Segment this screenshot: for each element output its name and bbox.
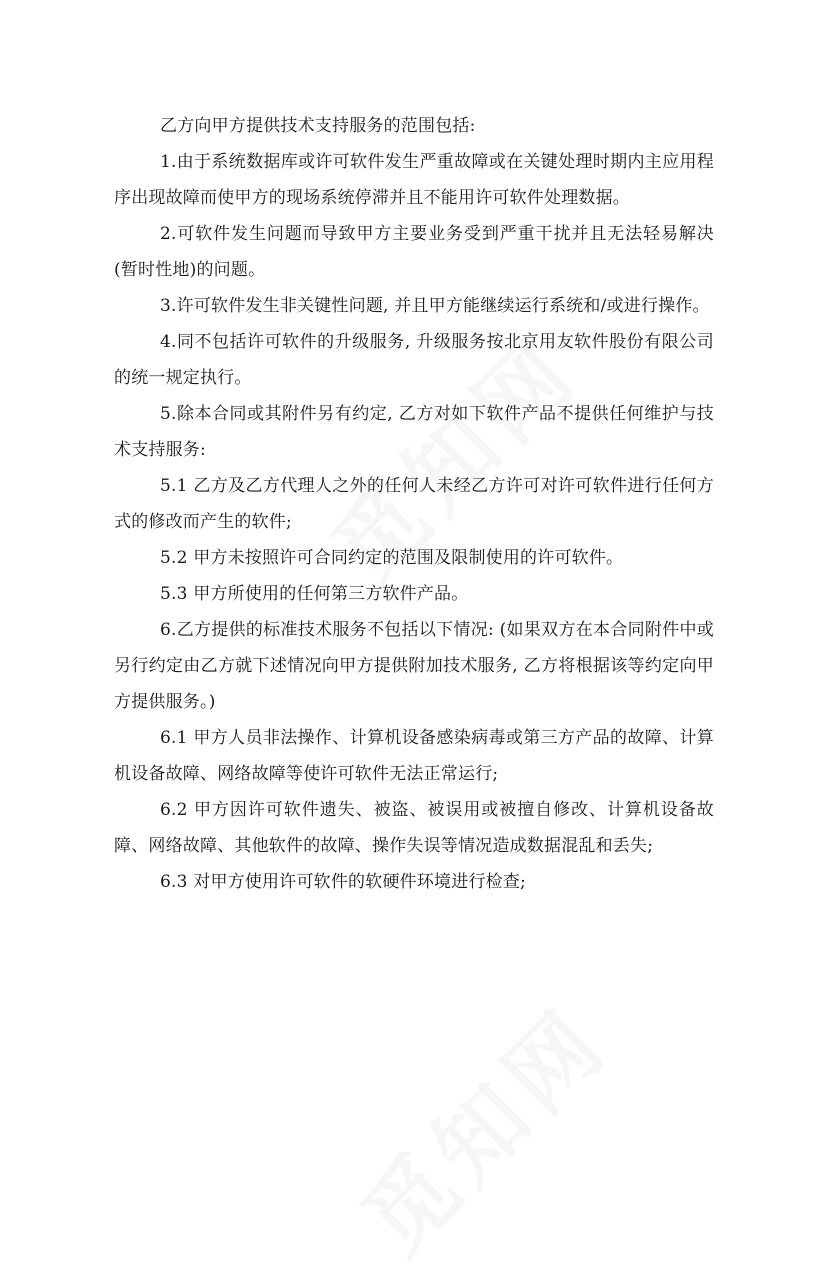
paragraph-5: 5.除本合同或其附件另有约定, 乙方对如下软件产品不提供任何维护与技术支持服务: xyxy=(114,404,714,460)
paragraph-intro: 乙方向甲方提供技术支持服务的范围包括: xyxy=(160,116,476,136)
paragraph-6-2: 6.2 甲方因许可软件遗失、被盗、被误用或被擅自修改、计算机设备故障、网络故障、其他软件的故障、操作失误等情况造成数据混乱和丢失; xyxy=(114,800,714,856)
paragraph-4: 4.同不包括许可软件的升级服务, 升级服务按北京用友软件股份有限公司的统一规定执行。 xyxy=(114,332,714,388)
paragraph-6-1: 6.1 甲方人员非法操作、计算机设备感染病毒或第三方产品的故障、计算机设备故障、网络故障等使许可软件无法正常运行; xyxy=(114,728,714,784)
paragraph-6: 6.乙方提供的标准技术服务不包括以下情况: (如果双方在本合同附件中或另行约定由乙方就下述情况向甲方提供附加技术服务, 乙方将根据该等约定向甲方提供服务。) xyxy=(114,620,714,712)
paragraph-5-1: 5.1 乙方及乙方代理人之外的任何人未经乙方许可对许可软件进行任何方式的修改而产生的软件; xyxy=(114,476,714,532)
paragraph-5-2: 5.2 甲方未按照许可合同约定的范围及限制使用的许可软件。 xyxy=(160,548,624,568)
paragraph-3: 3.许可软件发生非关键性问题, 并且甲方能继续运行系统和/或进行操作。 xyxy=(160,296,710,316)
paragraph-2: 2.可软件发生问题而导致甲方主要业务受到严重干扰并且无法轻易解决(暂时性地)的问题。 xyxy=(114,224,714,280)
document-body xyxy=(114,108,714,900)
watermark-lower xyxy=(328,973,632,1277)
paragraph-6-3: 6.3 对甲方使用许可软件的软硬件环境进行检查; xyxy=(160,872,526,892)
paragraph-1: 1.由于系统数据库或许可软件发生严重故障或在关键处理时期内主应用程序出现故障而使甲方的现场系统停滞并且不能用许可软件处理数据。 xyxy=(114,152,714,208)
paragraph-5-3: 5.3 甲方所使用的任何第三方软件产品。 xyxy=(160,584,469,604)
